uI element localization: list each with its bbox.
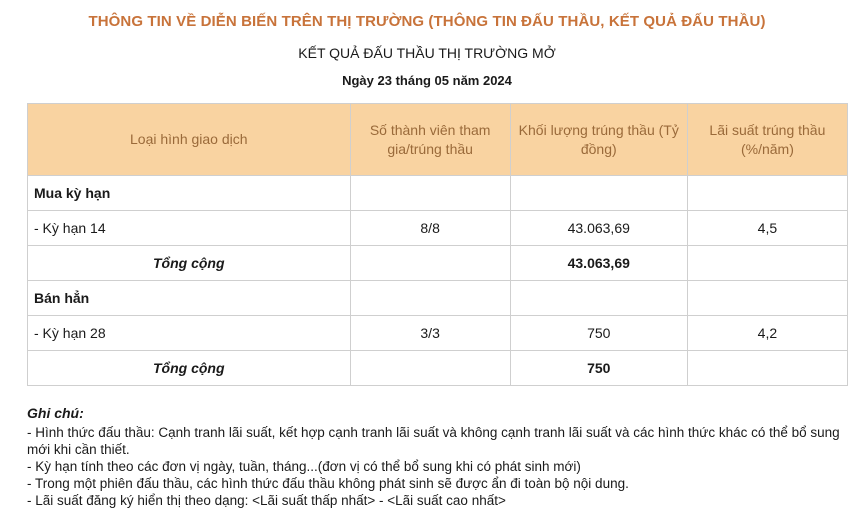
members-value: 8/8 xyxy=(350,211,510,246)
empty-cell xyxy=(687,176,847,211)
group-label: Bán hẳn xyxy=(28,281,351,316)
note-line: - Kỳ hạn tính theo các đơn vị ngày, tuần, tháng...(đơn vị có thể bổ sung khi có phát sinh mới) xyxy=(27,459,581,474)
header-volume: Khối lượng trúng thầu (Tỷ đồng) xyxy=(510,104,687,176)
auction-results-table xyxy=(27,103,848,386)
empty-cell xyxy=(687,281,847,316)
rate-value: 4,5 xyxy=(687,211,847,246)
empty-cell xyxy=(350,246,510,281)
members-value: 3/3 xyxy=(350,316,510,351)
table-row-total xyxy=(28,246,848,281)
notes-title: Ghi chú: xyxy=(27,405,84,421)
volume-value: 750 xyxy=(510,316,687,351)
report-title: KẾT QUẢ ĐẤU THẦU THỊ TRƯỜNG MỞ xyxy=(298,45,556,61)
total-volume-value: 43.063,69 xyxy=(510,246,687,281)
empty-cell xyxy=(350,351,510,386)
note-line: - Lãi suất đăng ký hiển thị theo dạng: <Lãi suất thấp nhất> - <Lãi suất cao nhất> xyxy=(27,493,506,508)
page-heading: THÔNG TIN VỀ DIỄN BIẾN TRÊN THỊ TRƯỜNG (THÔNG TIN ĐẤU THẦU, KẾT QUẢ ĐẤU THẦU) xyxy=(88,13,766,30)
header-members: Số thành viên tham gia/trúng thầu xyxy=(350,104,510,176)
empty-cell xyxy=(510,176,687,211)
note-line: - Trong một phiên đấu thầu, các hình thức đấu thầu không phát sinh sẽ được ẩn đi toàn bộ nội dung. xyxy=(27,476,629,491)
report-date: Ngày 23 tháng 05 năm 2024 xyxy=(342,73,512,88)
total-volume-value: 750 xyxy=(510,351,687,386)
table-row-total xyxy=(28,351,848,386)
empty-cell xyxy=(350,176,510,211)
term-label: - Kỳ hạn 14 xyxy=(28,211,351,246)
empty-cell xyxy=(687,351,847,386)
total-label: Tổng cộng xyxy=(28,351,351,386)
empty-cell xyxy=(350,281,510,316)
group-label: Mua kỳ hạn xyxy=(28,176,351,211)
rate-value: 4,2 xyxy=(687,316,847,351)
table-row-group xyxy=(28,176,848,211)
table-row-group xyxy=(28,281,848,316)
empty-cell xyxy=(510,281,687,316)
note-line: - Hình thức đấu thầu: Cạnh tranh lãi suất, kết hợp cạnh tranh lãi suất và không cạnh tranh lãi suất và các hình thức khác có thể bổ sung mới khi cần thiết. xyxy=(27,425,840,457)
table-row xyxy=(28,316,848,351)
notes-section xyxy=(27,405,849,509)
table-row xyxy=(28,211,848,246)
empty-cell xyxy=(687,246,847,281)
total-label: Tổng cộng xyxy=(28,246,351,281)
term-label: - Kỳ hạn 28 xyxy=(28,316,351,351)
header-transaction-type: Loại hình giao dịch xyxy=(28,104,351,176)
volume-value: 43.063,69 xyxy=(510,211,687,246)
header-rate: Lãi suất trúng thầu (%/năm) xyxy=(687,104,847,176)
table-header-row xyxy=(28,104,848,176)
